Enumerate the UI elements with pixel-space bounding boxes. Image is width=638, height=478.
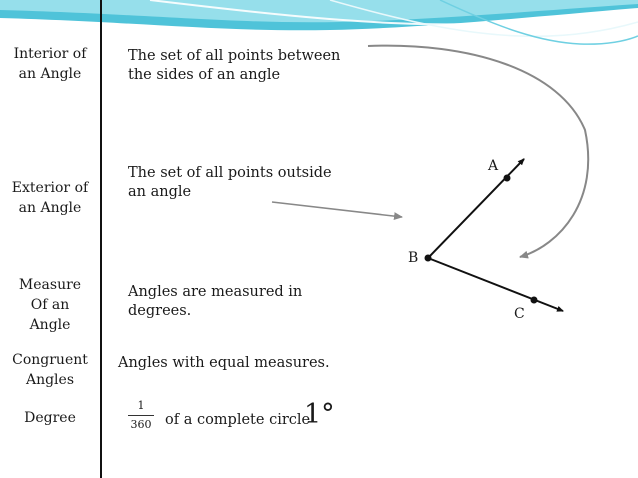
point-a-label: A (488, 158, 499, 174)
definition-degree: of a complete circle (165, 412, 311, 428)
vertex-b-dot (425, 255, 432, 262)
point-a-dot (504, 175, 511, 182)
interior-pointer-arrow (368, 46, 588, 257)
definition-congruent: Angles with equal measures. (118, 355, 330, 371)
ray-bc (428, 258, 563, 311)
point-c-dot (531, 297, 538, 304)
fraction-numerator: 1 (128, 399, 154, 416)
term-exterior: Exterior of an Angle (11, 180, 89, 216)
term-degree: Degree (24, 410, 76, 426)
vertex-b-label: B (408, 250, 419, 266)
exterior-pointer-arrow (272, 202, 402, 217)
definition-measure: Angles are measured in degrees. (128, 284, 303, 319)
fraction-denominator: 360 (130, 418, 152, 431)
point-c-label: C (514, 306, 525, 322)
one-degree-symbol: 1° (304, 399, 335, 430)
ray-ba (428, 159, 524, 258)
term-interior: Interior of an Angle (13, 46, 87, 82)
term-measure: Measure Of an Angle (18, 277, 82, 333)
term-congruent: Congruent Angles (12, 352, 88, 388)
definition-interior: The set of all points between the sides of an angle (128, 48, 341, 83)
definition-exterior: The set of all points outside an angle (128, 165, 332, 200)
